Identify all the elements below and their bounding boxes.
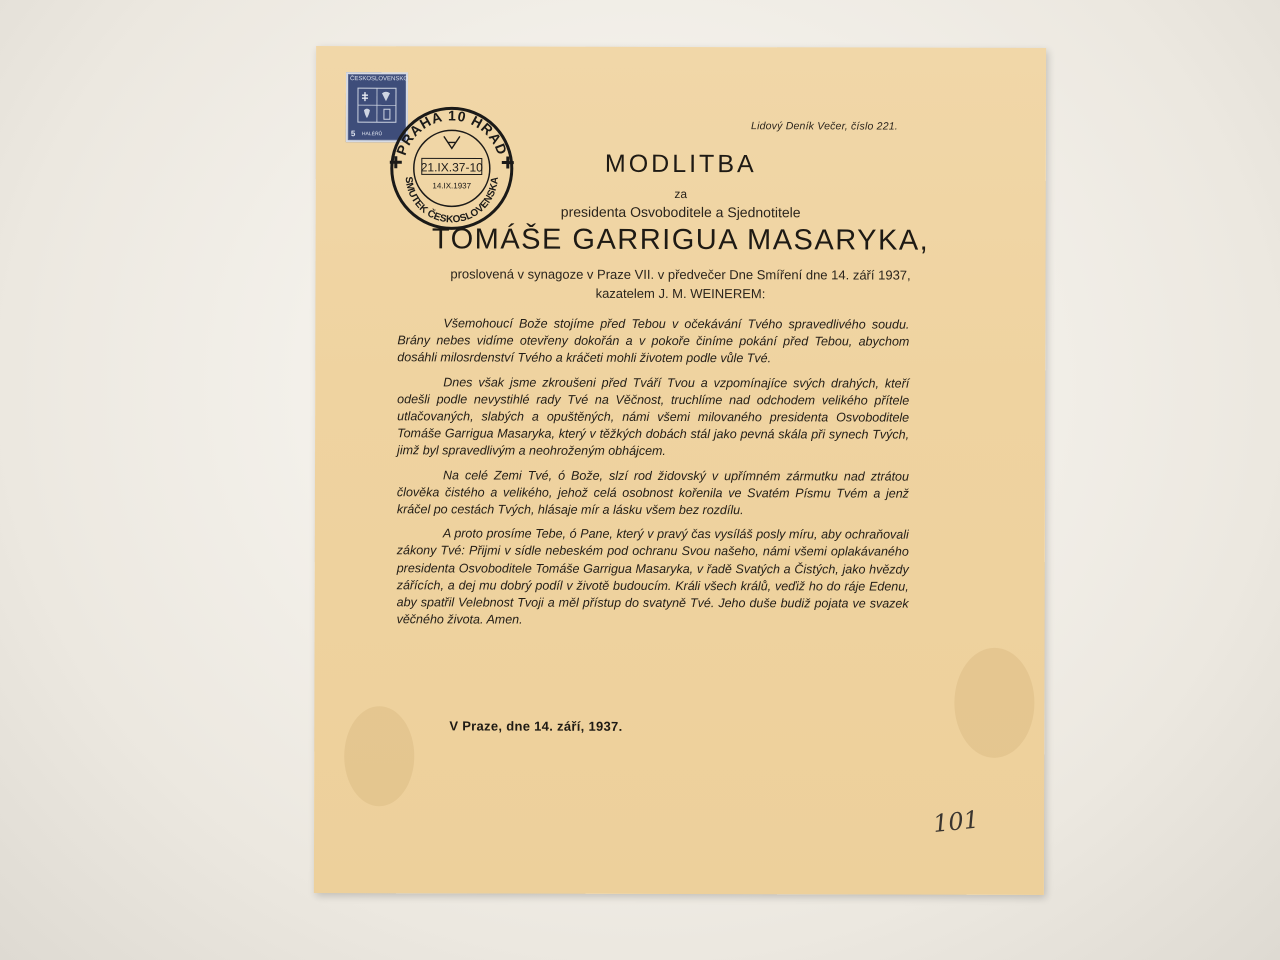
paper-stain (954, 648, 1034, 758)
paper-stain (344, 706, 414, 806)
prayer-paragraph: Na celé Zemi Tvé, ó Bože, slzí rod židovský v upřímném zármutku nad ztrátou člověka čistého a velikého, jehož celá osobnost kořenila ve Svatém Písmu Tvém a jenž kráčel po cestách Tvých, hlásaje mír a lásku všem bez rozdílu. (396, 468, 910, 518)
prayer-paragraph: Všemohoucí Bože stojíme před Tebou v očekávání Tvého spravedlivého soudu. Brány nebes vidíme otevřeny dokořán a v pokoře činíme pokání před Tebou, abychom dosáhli milosrdenství Tvého a kráčeti mohli životem podle vůle Tvé. (397, 316, 910, 366)
prayer-body (397, 315, 910, 637)
document-subtitle: presidenta Osvoboditele a Sjednotitele (560, 203, 801, 221)
postmark-bottom-text: SMUTEK ČESKOSLOVENSKA (402, 176, 501, 226)
delivery-note-line: proslovená v synagoze v Praze VII. v předvečer Dne Smíření dne 14. září 1937, (450, 266, 911, 283)
document-title: MODLITBA (604, 149, 757, 179)
postmark-monogram-icon (444, 136, 460, 148)
postmark-date: 21.IX.37-10 (420, 160, 483, 175)
stamp-value: 5 (350, 129, 356, 139)
delivery-note (315, 264, 1045, 304)
prayer-paragraph: A proto prosíme Tebe, ó Pane, který v pravý čas vysíláš posly míru, aby ochraňovali zákony Tvé: Přijmi v sídle nebeském pod ochranu Svou našeho, námi všemi oplakávaného presidenta Osvoboditele Tomáše Garrigua Masaryka, v řadě Svatých a Čistých, jako hvězdy zářících, a dej mu dobrý podíl v životě budoucím. Králi všech králů, veďiž ho do ráje Edenu, aby spatřil Velebnost Tvoji a měl přístup do svatyně Tvé. Jeho duše budiž pojata ve svazek věčného života. Amen. (396, 526, 909, 627)
prayer-paragraph: Dnes však jsme zkroušeni před Tváří Tvou a vzpomínajíce svých drahých, kteří odešli podle nevystihlé rady Tvé na Věčnost, truchlíme nad odchodem velikého přítele utlačovaných, slabých a opuštěných, námi všemi milovaného presidenta Osvoboditele Tomáše Garrigua Masaryka, který v těžkých dobách stál jako pevná skála při synech Tvých, jimž byl spravedlivým a neohroženým obhájcem. (397, 374, 910, 459)
delivery-note-line: kazatelem J. M. WEINEREM: (595, 285, 766, 302)
postmark-date-small: 14.IX.1937 (432, 181, 472, 191)
handwritten-number: 101 (931, 805, 981, 838)
place-and-date: V Praze, dne 14. září, 1937. (449, 718, 623, 734)
prayer-document-sheet (314, 46, 1046, 895)
honoree-name: TOMÁŠE GARRIGUA MASARYKA, (431, 223, 930, 257)
title-connector: za (674, 186, 688, 202)
stamp-unit: HALÉŘŮ (361, 131, 383, 138)
newspaper-source-line: Lidový Deník Večer, číslo 221. (751, 120, 898, 133)
stamp-country-text: ČESKOSLOVENSKO (350, 76, 409, 83)
postmark-ring-text: PRAHA 10 HRAD (392, 107, 511, 158)
